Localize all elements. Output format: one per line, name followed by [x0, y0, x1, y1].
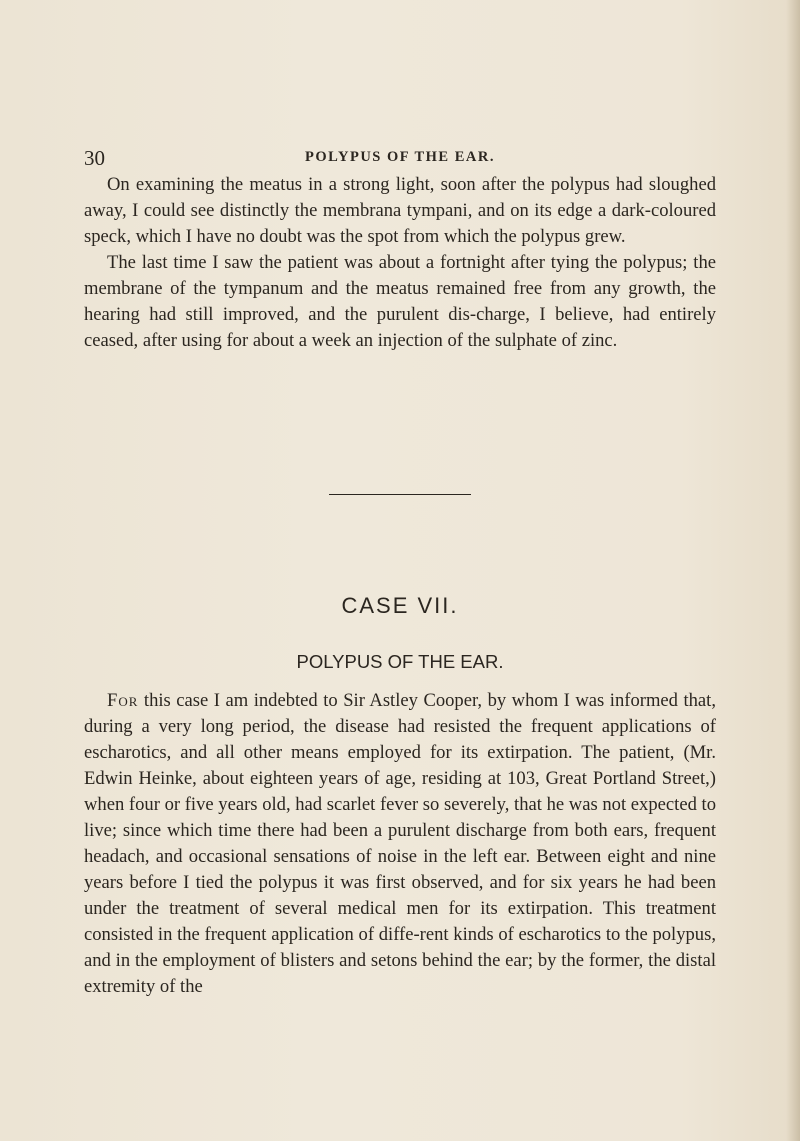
running-head [84, 146, 716, 170]
page-edge-shadow [786, 0, 800, 1141]
case-body: this case I am indebted to Sir Astley Cooper, by whom I was informed that, during a very long period, the disease had resisted the frequent applications of escharotics, and all other means employed for its extirpation. The patient, (Mr. Edwin Heinke, about eighteen years of age, residing at 103, Great Portland Street,) when four or five years old, had scarlet fever so severely, that he was not expected to live; since which time there had been a purulent discharge from both ears, frequent headach, and occasional sensations of noise in the left ear. Between eight and nine years before I tied the polypus it was first observed, and for six years he had been under the treatment of several medical men for its extirpation. This treatment consisted in the frequent application of diffe-rent kinds of escharotics to the polypus, and in the employment of blisters and setons behind the ear; by the former, the distal extremity of the [84, 690, 716, 997]
running-title: POLYPUS OF THE EAR. [305, 149, 495, 165]
paragraph-2: The last time I saw the patient was about a fortnight after tying the polypus; the membrane of the tympanum and the meatus remained free from any growth, the hearing had still improved, and the purulent dis-charge, I believe, had entirely ceased, after using for about a week an injection of the sulphate of zinc. [84, 252, 716, 351]
page-number: 30 [84, 146, 105, 170]
case-subheading: POLYPUS OF THE EAR. [296, 651, 504, 672]
case-lead-word: For [107, 690, 139, 711]
case-heading: CASE VII. [341, 593, 459, 618]
paragraph-1: On examining the meatus in a strong light, soon after the polypus had sloughed away, I could see distinctly the membrana tympani, and on its edge a dark-coloured speck, which I have no doubt was the spot from which the polypus grew. [84, 174, 716, 247]
section-1-text [84, 172, 716, 354]
case-paragraph [84, 688, 716, 1000]
case-text [84, 688, 716, 1000]
section-divider-rule [329, 494, 471, 495]
